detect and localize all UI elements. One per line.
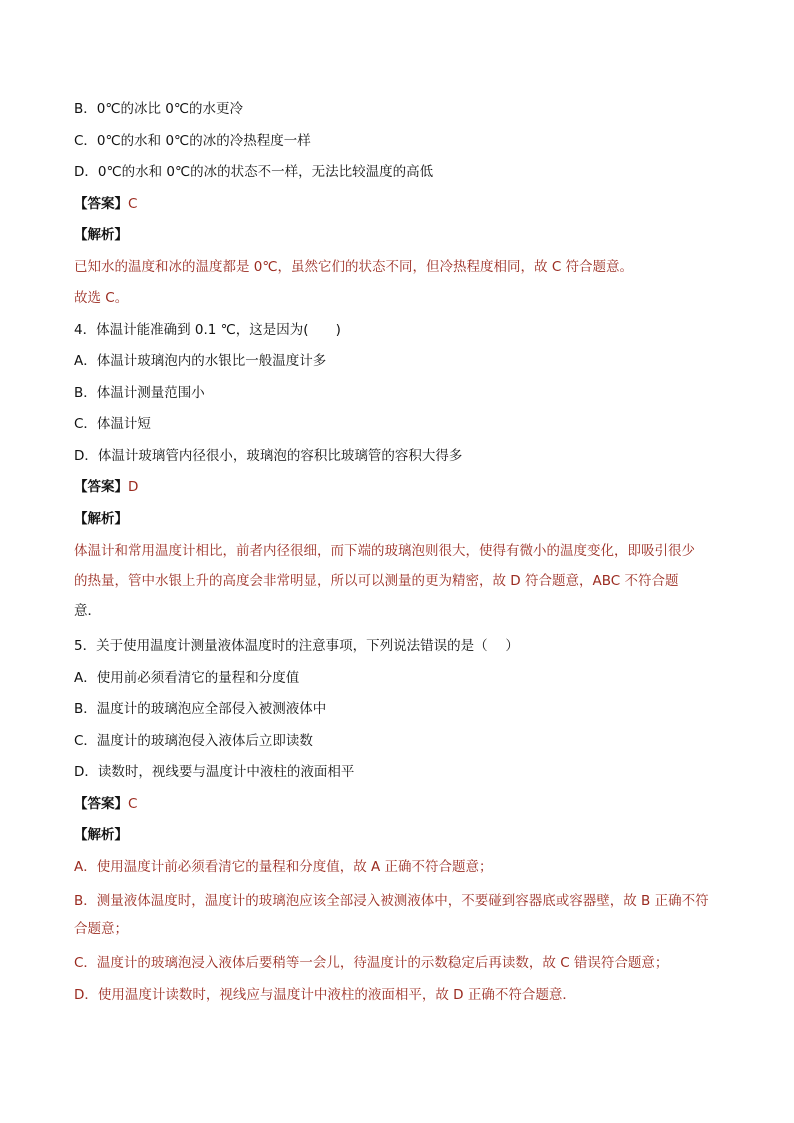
q4-stem: 4．体温计能准确到 0.1 ℃，这是因为( ) xyxy=(74,321,341,338)
q4-answer xyxy=(74,476,724,498)
q3-analysis-label xyxy=(74,224,724,246)
q5-stem: 5．关于使用温度计测量液体温度时的注意事项，下列说法错误的是（ ） xyxy=(74,638,519,654)
q5-analysis-label xyxy=(74,824,724,846)
answer-value: D xyxy=(128,479,139,495)
answer-label: 【答案】 xyxy=(74,479,128,495)
q5-analysis-d: D．使用温度计读数时，视线应与温度计中液柱的液面相平，故 D 正确不符合题意． xyxy=(74,986,576,1003)
q5-option-a: A．使用前必须看清它的量程和分度值 xyxy=(74,669,300,686)
q5-analysis-b-line-2: 合题意； xyxy=(74,920,128,937)
answer-value: C xyxy=(128,795,138,812)
q5-option-b: B．温度计的玻璃泡应全部侵入被测液体中 xyxy=(74,701,327,717)
q3-analysis-line-2: 故选 C。 xyxy=(74,290,129,306)
q4-analysis-line-1: 体温计和常用温度计相比，前者内径很细，而下端的玻璃泡则很大，使得有微小的温度变化，即吸引很少 xyxy=(74,542,695,559)
q4-option-a: A．体温计玻璃泡内的水银比一般温度计多 xyxy=(74,353,327,369)
q4-analysis-line-2: 的热量，管中水银上升的高度会非常明显，所以可以测量的更为精密，故 D 符合题意，ABC 不符合题 xyxy=(74,572,679,589)
analysis-label: 【解析】 xyxy=(74,827,128,843)
q5-option-c: C．温度计的玻璃泡侵入液体后立即读数 xyxy=(74,732,313,749)
answer-label: 【答案】 xyxy=(74,795,128,812)
q5-option-d: D．读数时，视线要与温度计中液柱的液面相平 xyxy=(74,764,355,780)
analysis-label: 【解析】 xyxy=(74,227,128,243)
q5-answer xyxy=(74,793,724,815)
q3-option-d: D．0℃的水和 0℃的冰的状态不一样，无法比较温度的高低 xyxy=(74,164,434,180)
q4-option-b: B．体温计测量范围小 xyxy=(74,384,205,401)
q3-answer xyxy=(74,193,724,215)
q3-option-b: B．0℃的冰比 0℃的水更冷 xyxy=(74,101,244,117)
q5-analysis-b-line-1: B．测量液体温度时，温度计的玻璃泡应该全部浸入被测液体中，不要碰到容器底或容器壁，故 B 正确不符 xyxy=(74,892,709,909)
q4-analysis-line-3: 意． xyxy=(74,602,101,619)
answer-value: C xyxy=(128,195,138,212)
q4-option-c: C．体温计短 xyxy=(74,416,151,432)
q3-analysis-line-1: 已知水的温度和冰的温度都是 0℃，虽然它们的状态不同，但冷热程度相同，故 C 符合题意。 xyxy=(74,258,634,275)
q5-analysis-c: C．温度计的玻璃泡浸入液体后要稍等一会儿，待温度计的示数稳定后再读数，故 C 错误符合题意； xyxy=(74,955,669,971)
document-page xyxy=(74,98,724,1006)
q3-option-c: C．0℃的水和 0℃的冰的冷热程度一样 xyxy=(74,132,311,149)
answer-label: 【答案】 xyxy=(74,195,128,212)
q4-option-d: D．体温计玻璃管内径很小，玻璃泡的容积比玻璃管的容积大得多 xyxy=(74,447,463,464)
q4-analysis-label xyxy=(74,508,724,530)
q5-analysis-a: A．使用温度计前必须看清它的量程和分度值，故 A 正确不符合题意； xyxy=(74,858,493,875)
analysis-label: 【解析】 xyxy=(74,510,128,527)
